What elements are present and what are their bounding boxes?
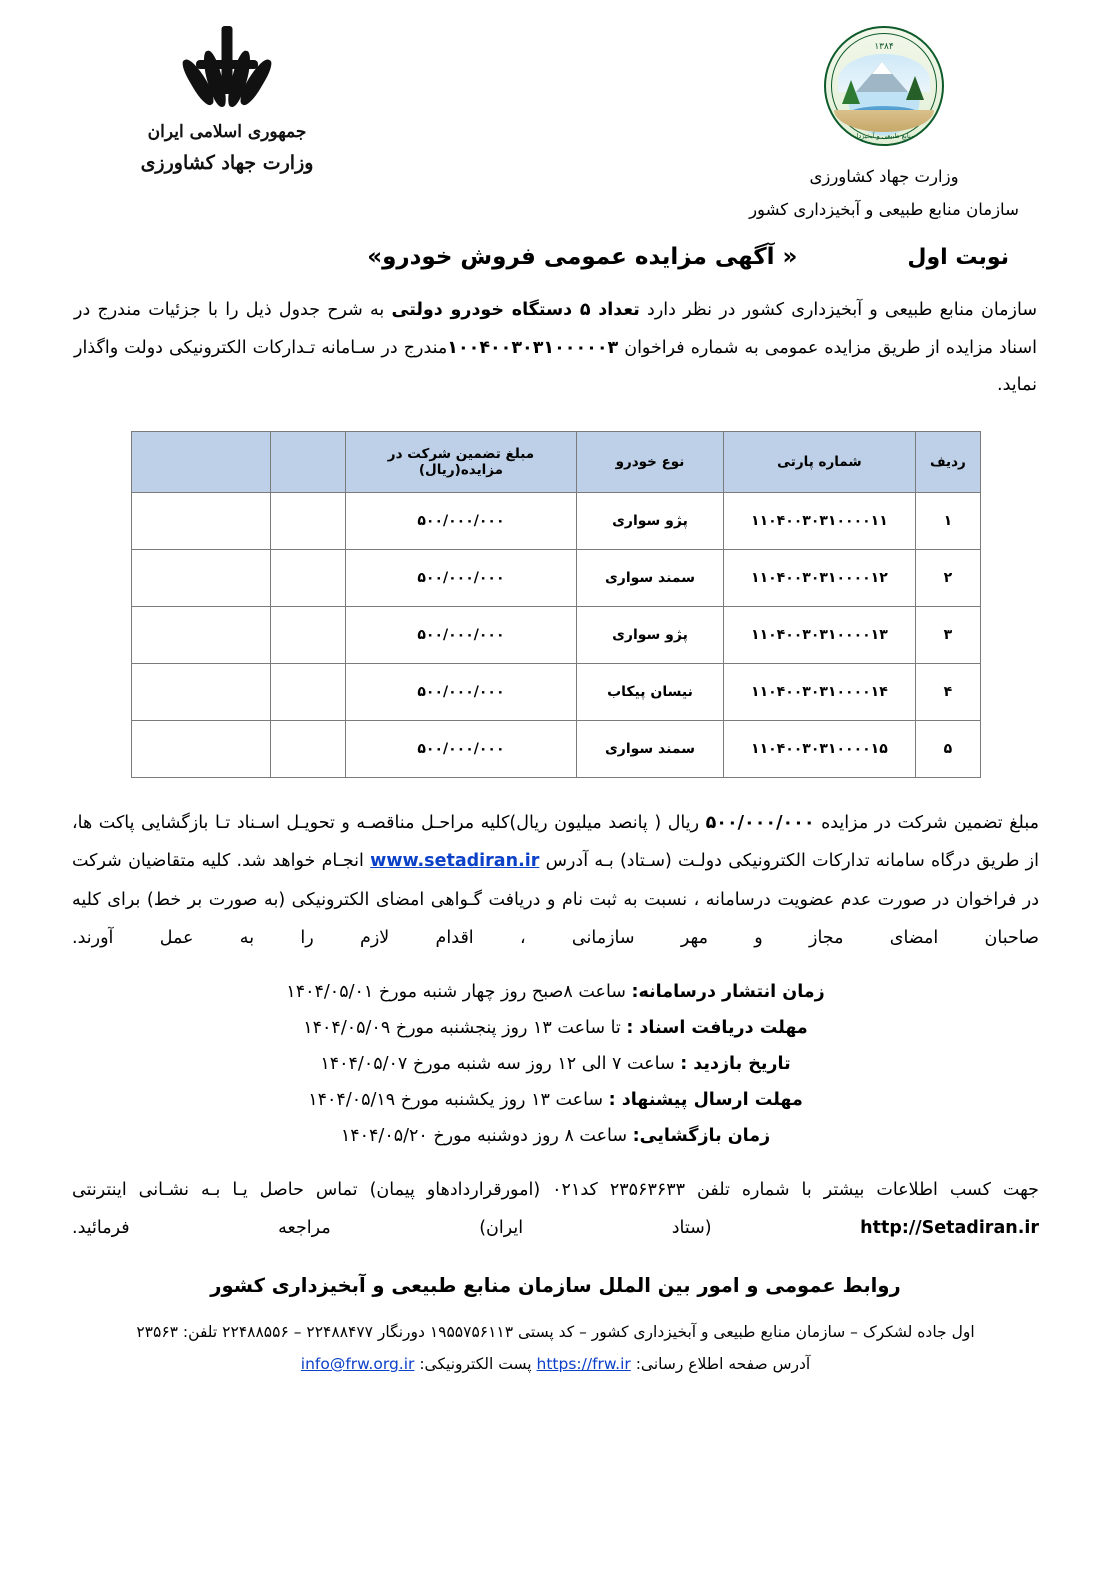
government-emblem-block — [62, 18, 392, 174]
seal-arc-text: سازمان منابع طبیعی و آبخیزداری کشور — [830, 132, 938, 140]
cell-radif: ۳ — [916, 606, 980, 663]
round-label: نوبت اول — [907, 245, 1009, 270]
gov-line-2: وزارت جهاد کشاورزی — [140, 152, 314, 174]
email-link[interactable]: info@frw.org.ir — [300, 1354, 415, 1373]
date-line-submission — [72, 1083, 1039, 1119]
cell-radif: ۴ — [916, 663, 980, 720]
cell-type: سمند سواری — [577, 720, 723, 777]
date-label-visit: تاریخ بازدید : — [680, 1054, 791, 1075]
document-header — [62, 18, 1049, 219]
contact-paragraph — [62, 1171, 1049, 1248]
intro-part-1: سازمان منابع طبیعی و آبخیزداری کشور در نظر دارد — [639, 300, 1037, 320]
date-value-visit: ساعت ۷ الی ۱۲ روز سه شنبه مورخ ۱۴۰۴/۰۵/۰۷ — [320, 1054, 681, 1075]
table-row — [131, 549, 980, 606]
cell-part: ۱۱۰۴۰۰۳۰۳۱۰۰۰۰۱۱ — [723, 492, 916, 549]
cell-part: ۱۱۰۴۰۰۳۰۳۱۰۰۰۰۱۴ — [723, 663, 916, 720]
cell-guarantee: ۵۰۰/۰۰۰/۰۰۰ — [345, 549, 577, 606]
th-part-number: شماره پارتی — [723, 431, 916, 492]
cell-blank-1 — [271, 492, 345, 549]
date-label-publish: زمان انتشار درسامانه: — [631, 982, 825, 1003]
date-value-documents: تا ساعت ۱۳ روز پنجشنبه مورخ ۱۴۰۴/۰۵/۰۹ — [303, 1018, 627, 1039]
cell-type: پژو سواری — [577, 606, 723, 663]
contact-text-a: جهت کسب اطلاعات بیشتر با شماره تلفن ۲۳۵۶۳۶۳۳ کد۰۲۱ (امورقراردادهاو پیمان) تماس حاصل یـا بـه نشـانی اینترنتی — [72, 1179, 1039, 1200]
guarantee-text-b: ریال ( پانصد میلیون ریال)کلیه مراحـل مناقصـه و تحویـل اسـناد تـا بازگشایی پاکت ها، از طریق درگاه سامانه تدارکات الکترونیکی دولـت (سـتاد) بـه آدرس — [72, 812, 1039, 872]
contact-text-b: (ستاد ایران) مراجعه فرمائید. — [72, 1218, 861, 1239]
guarantee-text-c: انجـام خواهد شد. کلیه متقاضیان شرکت در فراخوان در صورت عدم عضویت درسامانه ، نسبت به ثبت نام و دریافت گـواهی امضای الکترونیکی (به صورت بر خط) برای کلیه صاحبان امضای مجاز و مهر سازمانی ، اقدام لازم را به عمل آورند. — [72, 851, 1039, 949]
date-line-opening — [72, 1119, 1039, 1155]
cell-blank-2 — [131, 606, 271, 663]
page-title: « آگهی مزایده عمومی فروش خودرو» — [367, 244, 798, 270]
setadiran-link[interactable]: www.setadiran.ir — [370, 851, 540, 872]
title-row — [62, 244, 1049, 270]
table-row — [131, 492, 980, 549]
cell-radif: ۱ — [916, 492, 980, 549]
th-blank-2 — [131, 431, 271, 492]
th-radif: ردیف — [916, 431, 980, 492]
org-line-2: سازمان منابع طبیعی و آبخیزداری کشور — [749, 200, 1019, 219]
cell-blank-2 — [131, 720, 271, 777]
intro-part-3: مندرج در سـامانه تـدارکات الکترونیکی دولت واگذار نماید. — [74, 337, 1037, 396]
setadiran-url: http://Setadiran.ir — [860, 1218, 1039, 1239]
table-row — [131, 663, 980, 720]
date-line-visit — [72, 1047, 1039, 1083]
date-value-submission: ساعت ۱۳ روز یکشنبه مورخ ۱۴۰۴/۰۵/۱۹ — [308, 1090, 609, 1110]
footer-contacts — [62, 1349, 1049, 1379]
cell-blank-1 — [271, 606, 345, 663]
cell-type: نیسان پیکاب — [577, 663, 723, 720]
footer-site-label: آدرس صفحه اطلاع رسانی: — [630, 1354, 811, 1373]
cell-type: سمند سواری — [577, 549, 723, 606]
date-label-opening: زمان بازگشایی: — [632, 1125, 771, 1146]
table-header-row — [131, 431, 980, 492]
intro-bold-1: تعداد ۵ دستگاه خودرو دولتی — [391, 300, 640, 320]
seal-year: ۱۳۸۴ — [874, 42, 894, 52]
th-blank-1 — [271, 431, 345, 492]
intro-part-2: به شرح جدول ذیل را با جزئیات مندرج در اسناد مزایده از طریق مزایده عمومی به شماره فراخوان — [74, 300, 1037, 358]
cell-blank-2 — [131, 663, 271, 720]
gov-line-1: جمهوری اسلامی ایران — [147, 122, 307, 142]
footer-address: اول جاده لشکرک – سازمان منابع طبیعی و آبخیزداری کشور – کد پستی ۱۹۵۵۷۵۶۱۱۳ دورنگار ۲۲۴۸۸۴۷۷ – ۲۲۴۸۸۵۵۶ تلفن: ۲۳۵۶۳ — [136, 1322, 975, 1341]
dates-block — [62, 975, 1049, 1154]
org-line-1: وزارت جهاد کشاورزی — [809, 167, 959, 186]
reference-number: ۱۰۰۴۰۰۳۰۳۱۰۰۰۰۰۳ — [447, 337, 619, 358]
cell-guarantee: ۵۰۰/۰۰۰/۰۰۰ — [345, 606, 577, 663]
cell-radif: ۲ — [916, 549, 980, 606]
organization-block — [719, 18, 1049, 226]
cell-blank-1 — [271, 549, 345, 606]
frw-organization-seal-icon — [824, 26, 944, 146]
cell-guarantee: ۵۰۰/۰۰۰/۰۰۰ — [345, 492, 577, 549]
table-row — [131, 720, 980, 777]
th-guarantee: مبلغ تضمین شرکت در مزایده(ریال) — [345, 431, 577, 492]
cell-guarantee: ۵۰۰/۰۰۰/۰۰۰ — [345, 663, 577, 720]
cell-type: پژو سواری — [577, 492, 723, 549]
cell-blank-2 — [131, 549, 271, 606]
cell-guarantee: ۵۰۰/۰۰۰/۰۰۰ — [345, 720, 577, 777]
cell-part: ۱۱۰۴۰۰۳۰۳۱۰۰۰۰۱۲ — [723, 549, 916, 606]
guarantee-text-a: مبلغ تضمین شرکت در مزایده — [814, 812, 1039, 833]
footer-mail-label: پست الکترونیکی: — [414, 1354, 537, 1373]
frw-site-link[interactable]: https://frw.ir — [536, 1354, 631, 1373]
table-row — [131, 606, 980, 663]
signature-line: روابط عمومی و امور بین الملل سازمان منابع طبیعی و آبخیزداری کشور — [210, 1273, 901, 1297]
cell-blank-2 — [131, 492, 271, 549]
intro-paragraph — [62, 292, 1049, 405]
th-car-type: نوع خودرو — [577, 431, 723, 492]
date-line-publish — [72, 975, 1039, 1011]
cell-part: ۱۱۰۴۰۰۳۰۳۱۰۰۰۰۱۵ — [723, 720, 916, 777]
cell-blank-1 — [271, 663, 345, 720]
date-label-documents: مهلت دریافت اسناد : — [626, 1018, 808, 1039]
guarantee-paragraph — [62, 804, 1049, 958]
auction-table — [131, 431, 981, 778]
date-value-opening: ساعت ۸ روز دوشنبه مورخ ۱۴۰۴/۰۵/۲۰ — [340, 1125, 633, 1146]
cell-blank-1 — [271, 720, 345, 777]
iran-emblem-icon — [183, 24, 271, 116]
document-footer — [62, 1317, 1049, 1379]
date-line-documents — [72, 1011, 1039, 1047]
guarantee-amount: ۵۰۰/۰۰۰/۰۰۰ — [705, 812, 815, 833]
date-value-publish: ساعت ۸صبح روز چهار شنبه مورخ ۱۴۰۴/۰۵/۰۱ — [286, 982, 632, 1003]
cell-part: ۱۱۰۴۰۰۳۰۳۱۰۰۰۰۱۳ — [723, 606, 916, 663]
cell-radif: ۵ — [916, 720, 980, 777]
date-label-submission: مهلت ارسال پیشنهاد : — [608, 1090, 803, 1110]
